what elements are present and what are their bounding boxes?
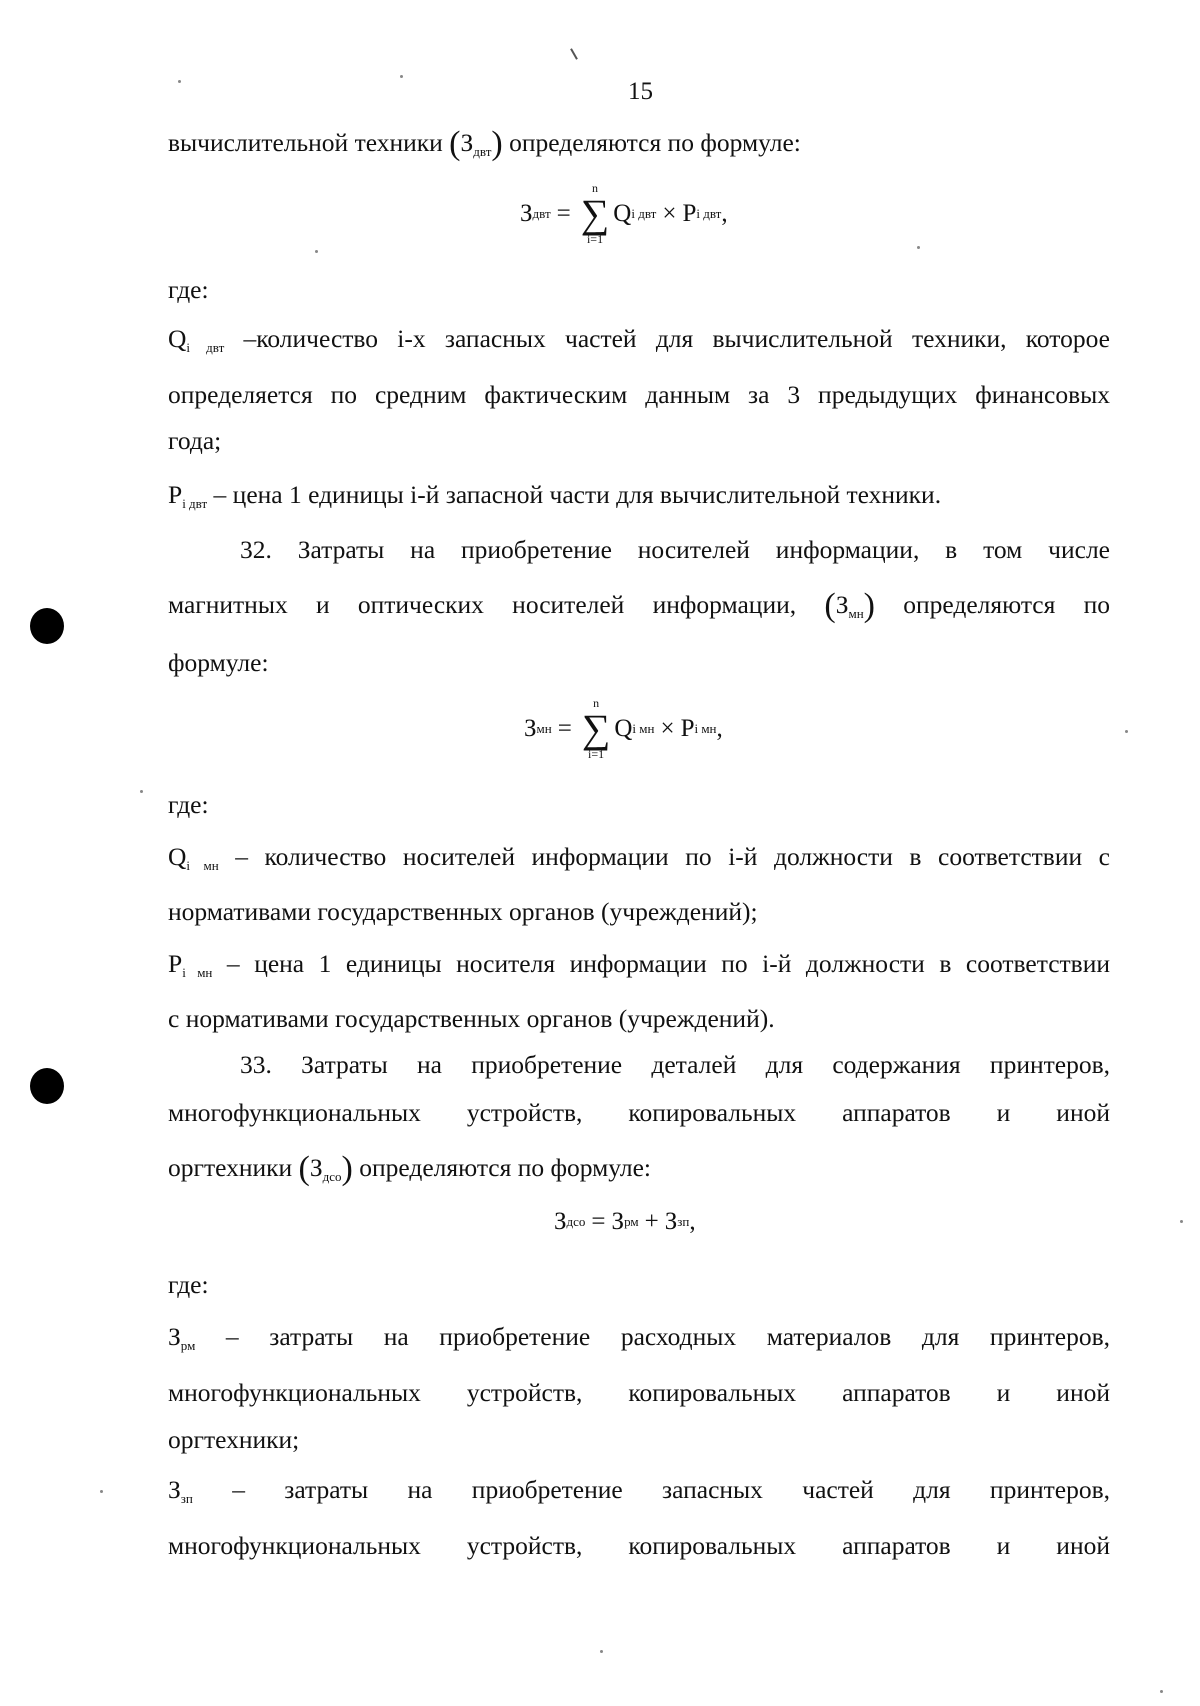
scan-speck: [400, 75, 403, 78]
formula-zdso: З дсо = З рм + З зп ,: [554, 1208, 696, 1235]
text-line: вычислительной техники $(З_{двт})$ определяются по формуле:: [168, 125, 801, 162]
text-line: с нормативами государственных органов (учреждений).: [168, 1004, 775, 1033]
scan-mark: [570, 48, 578, 59]
formula-zmn: З мн = n ∑ i=1 Q i мн × P i мн ,: [524, 696, 723, 761]
text-line: года;: [168, 426, 222, 455]
scan-speck: [1160, 1690, 1163, 1693]
scan-speck: [315, 250, 318, 253]
sum-symbol: n ∑ i=1: [581, 696, 611, 761]
scan-speck: [178, 80, 181, 83]
text-line: многофункциональных устройств, копировальных аппаратов и иной: [168, 1098, 1110, 1127]
text-line: $P_{i двт}$ – цена 1 единицы i-й запасной части для вычислительной техники.: [168, 480, 942, 511]
text-line: $Q_{i мн}$ – количество носителей информации по i-й должности в соответствии с: [168, 842, 1110, 873]
text-line: оргтехники;: [168, 1425, 300, 1454]
text-line: магнитных и оптических носителей информации, $(З_{мн})$ определяются по: [168, 587, 1110, 624]
punch-hole: [30, 1068, 64, 1104]
text-line: где:: [168, 790, 209, 819]
scan-speck: [100, 1490, 103, 1493]
scan-speck: [140, 790, 143, 793]
scan-speck: [1125, 730, 1128, 733]
text-line: многофункциональных устройств, копировальных аппаратов и иной: [168, 1378, 1110, 1407]
scan-speck: [1180, 1220, 1183, 1223]
text-line: $З_{зп}$ – затраты на приобретение запасных частей для принтеров,: [168, 1475, 1110, 1506]
section-32-line: 32. Затраты на приобретение носителей информации, в том числе: [240, 535, 1110, 564]
text-line: $Q_{i двт}$ –количество i-х запасных частей для вычислительной техники, которое: [168, 324, 1110, 355]
text-line: определяется по средним фактическим данным за 3 предыдущих финансовых: [168, 380, 1110, 409]
text-line: где:: [168, 1270, 209, 1299]
punch-hole: [30, 608, 64, 644]
text-line: $З_{рм}$ – затраты на приобретение расходных материалов для принтеров,: [168, 1322, 1110, 1353]
text-line: многофункциональных устройств, копировальных аппаратов и иной: [168, 1531, 1110, 1560]
sum-symbol: n ∑ i=1: [580, 181, 610, 246]
scan-speck: [600, 1650, 603, 1653]
text-line: $P_{i мн}$ – цена 1 единицы носителя информации по i-й должности в соответствии: [168, 949, 1110, 980]
text-line: нормативами государственных органов (учреждений);: [168, 897, 758, 926]
section-33-line: 33. Затраты на приобретение деталей для содержания принтеров,: [240, 1050, 1110, 1079]
text-line: где:: [168, 275, 209, 304]
page-number: 15: [628, 78, 653, 105]
text-line: оргтехники $(З_{дсо})$ определяются по формуле:: [168, 1150, 652, 1187]
text-line: формуле:: [168, 648, 269, 677]
formula-zdvt: З двт = n ∑ i=1 Q i двт × P i двт ,: [520, 181, 728, 246]
scan-speck: [917, 246, 920, 249]
